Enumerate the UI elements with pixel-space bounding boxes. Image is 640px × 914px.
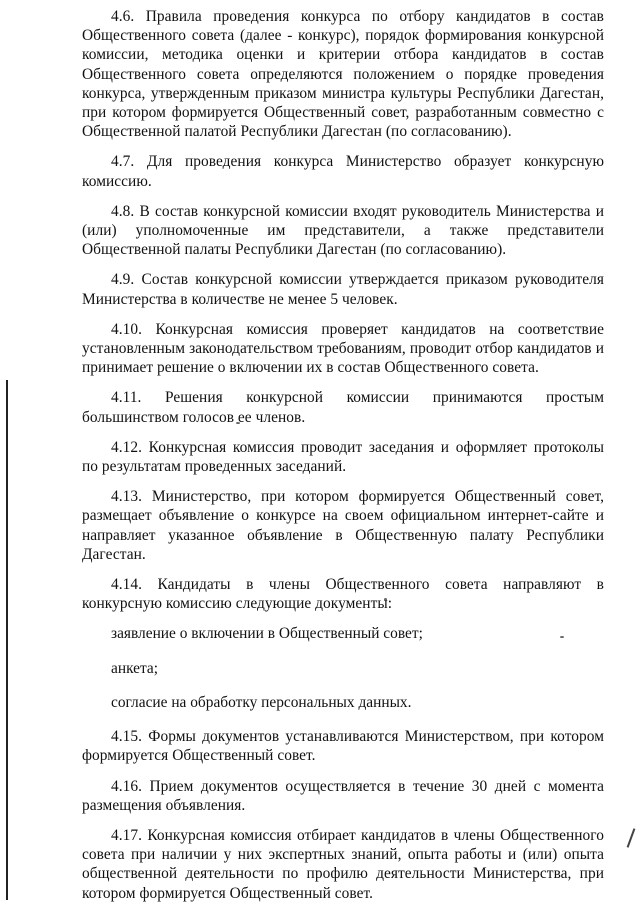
paragraph-4-14: 4.14. Кандидаты в члены Общественного совета направляют в конкурсную комиссию следующие документы: <box>82 576 604 613</box>
document-body <box>82 7 604 914</box>
paragraph-4-9: 4.9. Состав конкурсной комиссии утверждается приказом руководителя Министерства в количестве не менее 5 человек. <box>82 271 604 308</box>
paragraph-4-6: 4.6. Правила проведения конкурса по отбору кандидатов в состав Общественного совета (далее - конкурс), порядок формирования конкурсной комиссии, методика оценки и критерии отбора кандидатов в состав Общественного совета определяются положением о порядке проведения конкурса, утвержденным приказом министра культуры Республики Дагестан, при котором формируется Общественный совет, разработанным совместно с Общественной палатой Республики Дагестан (по согласованию). <box>82 8 604 141</box>
scan-mark <box>627 828 636 847</box>
paragraph-4-7: 4.7. Для проведения конкурса Министерство образует конкурсную комиссию. <box>82 153 604 190</box>
paragraph-4-10: 4.10. Конкурсная комиссия проверяет кандидатов на соответствие установленным законодательством требованиям, проводит отбор кандидатов и принимает решение о включении их в состав Общественного совета. <box>82 320 604 377</box>
paragraph-4-13: 4.13. Министерство, при котором формируется Общественный совет, размещает объявление о конкурсе на своем официальном интернет-сайте и направляет указанное объявление в Общественную палату Республики Дагестан. <box>82 488 604 563</box>
paragraph-4-11: 4.11. Решения конкурсной комиссии принимаются простым большинством голосов ее членов. <box>82 389 604 426</box>
list-item: заявление о включении в Общественный совет; <box>111 625 423 643</box>
list-item: согласие на обработку персональных данных. <box>111 693 412 711</box>
scan-edge-line <box>6 380 8 900</box>
paragraph-4-17: 4.17. Конкурсная комиссия отбирает кандидатов в члены Общественного совета при наличии у них экспертных знаний, опыта работы и (или) опыта общественной деятельности по профилю деятельности Министерства, при котором формируется Общественный совет. <box>82 826 604 902</box>
paragraph-4-8: 4.8. В состав конкурсной комиссии входят руководитель Министерства и (или) уполномоченные им представители, а также представители Общественной палаты Республики Дагестан (по согласованию). <box>82 202 604 259</box>
paragraph-4-16: 4.16. Прием документов осуществляется в течение 30 дней с момента размещения объявления. <box>82 777 604 814</box>
paragraph-4-12: 4.12. Конкурсная комиссия проводит заседания и оформляет протоколы по результатам проведенных заседаний. <box>82 438 604 476</box>
paragraph-4-15: 4.15. Формы документов устанавливаются Министерством, при котором формируется Общественный совет. <box>82 728 604 765</box>
list-item: анкета; <box>111 659 159 677</box>
